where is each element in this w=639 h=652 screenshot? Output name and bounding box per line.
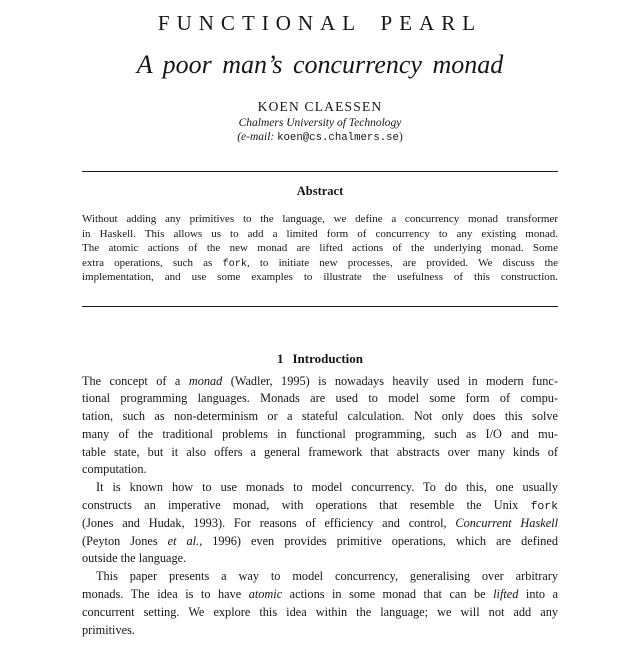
- text-line: It is known how to use monads to model concurrency. To do this, one usually: [96, 480, 558, 495]
- text-line: computation.: [82, 462, 147, 477]
- text-line: outside the language.: [82, 551, 187, 566]
- section-number: 1: [276, 350, 284, 366]
- code-text: fork: [530, 500, 558, 514]
- author-affiliation: Chalmers University of Technology: [238, 117, 402, 129]
- abstract-line: extra operations, such as fork, to initiate new processes, are provided. We discuss the: [82, 256, 558, 270]
- text-line: (Jones and Hudak, 1993). For reasons of efficiency and control, Concurrent Haskell: [82, 515, 558, 530]
- abstract-line: The atomic actions of the new monad are lifted actions of the underlying monad. Some: [82, 242, 558, 254]
- italic-text: et al.: [167, 533, 200, 548]
- section-heading: [82, 351, 558, 367]
- section-body: [82, 373, 558, 640]
- author-name: KOEN CLAESSEN: [257, 99, 383, 114]
- paper-kicker: FUNCTIONAL PEARL: [157, 11, 483, 35]
- italic-text: lifted: [493, 587, 519, 602]
- italic-text: (e-mail:: [237, 131, 275, 143]
- abstract-heading: Abstract: [296, 184, 344, 198]
- section-title: Introduction: [292, 350, 364, 366]
- italic-text: monad: [188, 373, 223, 388]
- text-line: primitives.: [82, 622, 135, 637]
- abstract-line: in Haskell. This allows us to add a limited form of concurrency to any existing monad.: [82, 227, 558, 240]
- text-line: table state, but it also offers a general framework that abstracts over many kinds of: [82, 444, 558, 459]
- code-text: koen@cs.chalmers.se: [277, 132, 399, 144]
- text-line: tation, such as non-determinism or a stateful calculation. Not only does this solve: [82, 409, 558, 424]
- italic-text: Concurrent Haskell: [455, 515, 558, 530]
- text-line: many of the traditional problems in functional programming, such as I/O and mu-: [82, 426, 558, 441]
- paper-title: A poor man’s concurrency monad: [136, 50, 504, 79]
- abstract-rule-top: [82, 171, 558, 172]
- text-line: concurrent setting. We explore this idea within the language; we will not add any: [82, 604, 558, 619]
- text-line: constructs an imperative monad, with operations that resemble the Unix fork: [82, 498, 558, 514]
- abstract-rule-bottom: [82, 306, 558, 307]
- text-line: monads. The idea is to have atomic actions in some monad that can be lifted into a: [82, 587, 558, 602]
- text-line: This paper presents a way to model concurrency, generalising over arbitrary: [96, 569, 558, 584]
- abstract-line: implementation, and use some examples to illustrate the usefulness of this construction.: [82, 271, 558, 283]
- abstract-line: Without adding any primitives to the language, we define a concurrency monad transformer: [82, 213, 558, 225]
- text-line: The concept of a monad (Wadler, 1995) is nowadays heavily used in modern func-: [82, 373, 558, 388]
- abstract-text: [82, 212, 558, 285]
- text-line: (Peyton Jones et al., 1996) even provides primitive operations, which are defined: [82, 533, 558, 548]
- author-email: (e-mail: koen@cs.chalmers.se): [237, 131, 403, 144]
- code-text: fork: [222, 257, 247, 270]
- italic-text: atomic: [248, 587, 283, 602]
- text-line: tional programming languages. Monads are used to model some form of compu-: [82, 391, 558, 406]
